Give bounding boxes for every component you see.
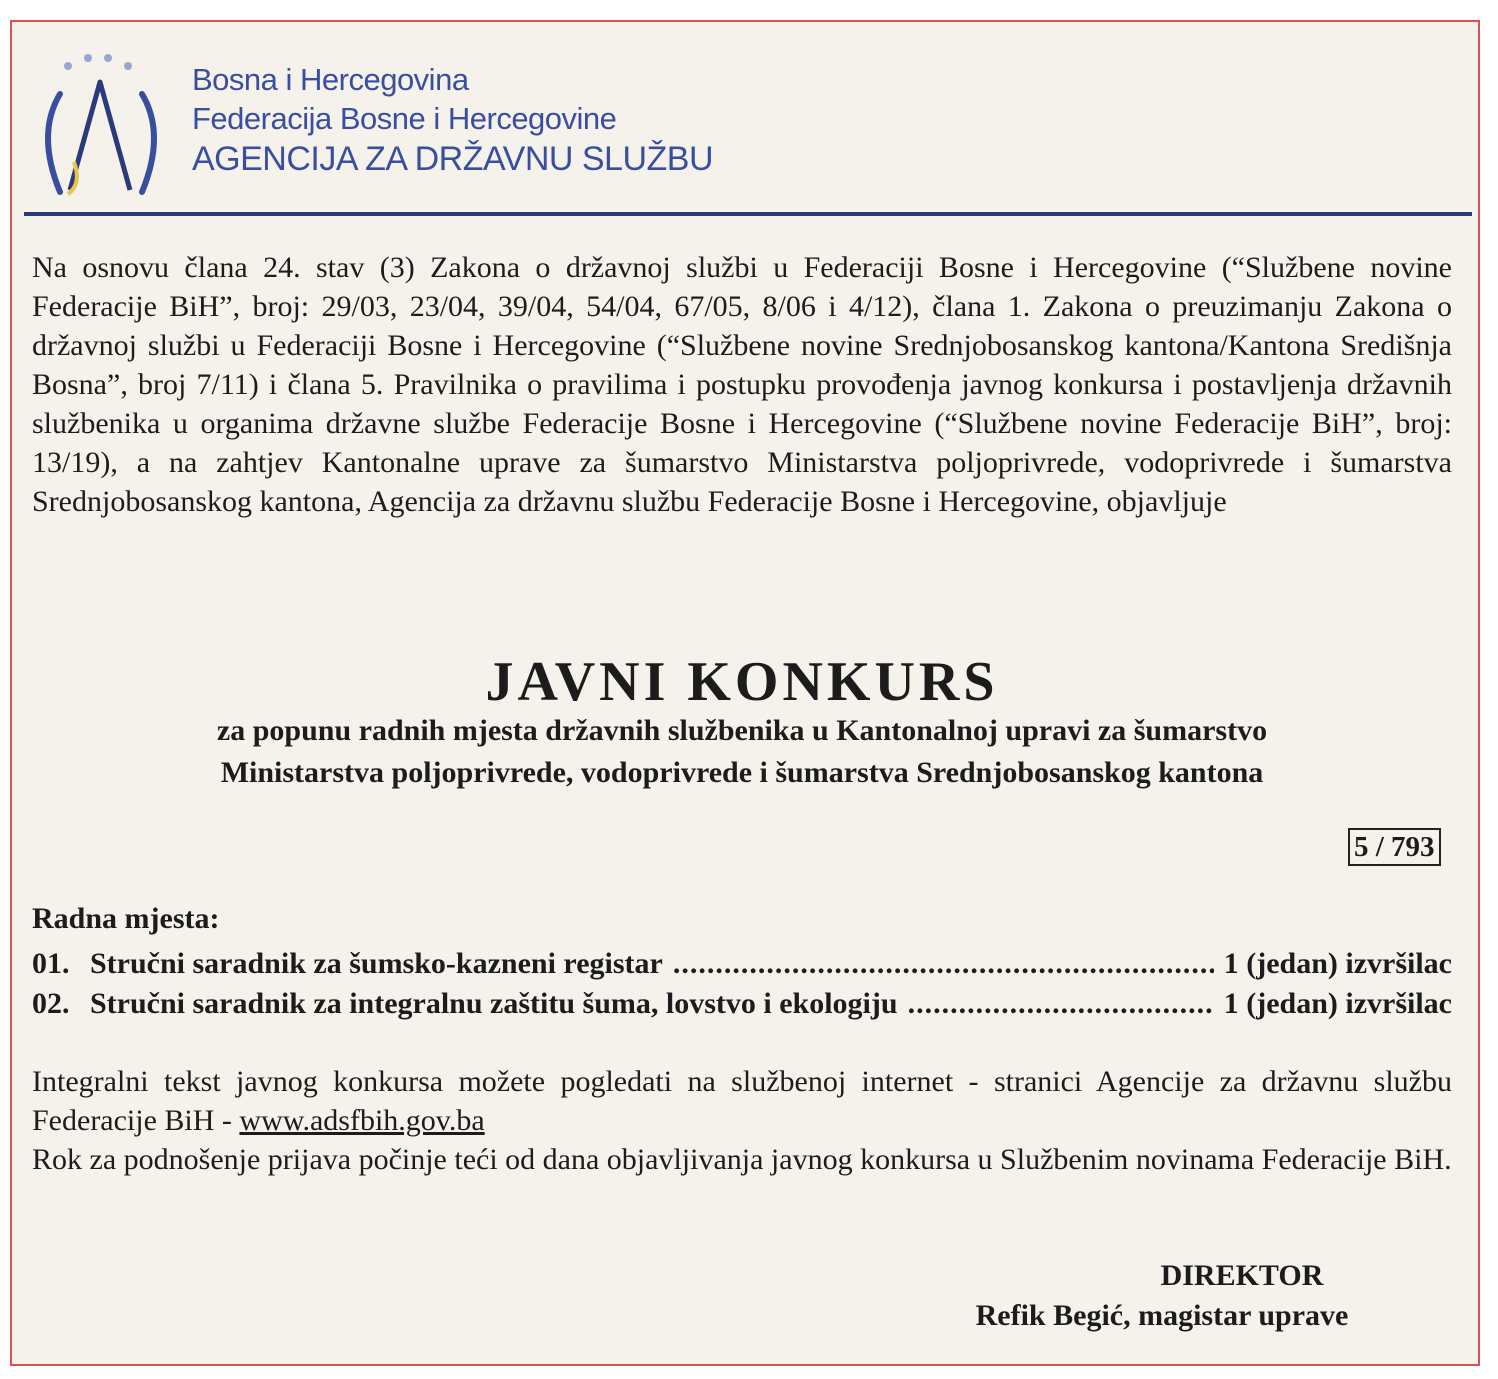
positions-heading: Radna mjesta:: [32, 902, 220, 935]
outro: [32, 1062, 1452, 1179]
org-agency: AGENCIJA ZA DRŽAVNU SLUŽBU: [192, 140, 714, 178]
list-item: [32, 984, 1452, 1024]
signatory-role: DIREKTOR: [1160, 1259, 1324, 1292]
position-count: 1 (jedan) izvršilac: [1223, 947, 1452, 980]
positions-list: [32, 944, 1452, 1024]
list-item: [32, 944, 1452, 984]
signatory-name: Refik Begić, magistar uprave: [975, 1299, 1349, 1332]
notice-subtitle: [12, 710, 1472, 794]
info-paragraph: [32, 1062, 1452, 1140]
reference-number: 5 / 793: [1348, 828, 1441, 866]
position-number: 01.: [32, 947, 70, 980]
info-text: Integralni tekst javnog konkursa možete pogledati na službenoj internet - stranici Agencije za državnu službu Federacije BiH -: [32, 1065, 1452, 1137]
agency-logo-icon: [30, 44, 180, 214]
subtitle-line: za popunu radnih mjesta državnih službenika u Kantonalnoj upravi za šumarstvo: [216, 714, 1268, 747]
position-name: Stručni saradnik za integralnu zaštitu šuma, lovstvo i ekologiju: [90, 987, 898, 1020]
dot-leader: [673, 944, 1214, 984]
dot-leader: [908, 984, 1214, 1024]
intro-paragraph: Na osnovu člana 24. stav (3) Zakona o državnoj službi u Federaciji Bosne i Hercegovine (“Službene novine Federacije BiH”, broj: 29/03, 23/04, 39/04, 54/04, 67/05, 8/06 i 4/12), člana 1. Zakona o preuzimanju Zakona o državnoj službi u Federaciji Bosne i Hercegovine (“Službene novine Srednjobosanskog kantona/Kantona Središnja Bosna”, broj 7/11) i člana 5. Pravilnika o pravilima i postupku provođenja javnog konkursa i postavljenja državnih službenika u organima državne službe Federacije Bosne i Hercegovine (“Službene novine Federacije BiH”, broj: 13/19), a na zahtjev Kantonalne uprave za šumarstvo Ministarstva poljoprivrede, vodoprivrede i šumarstva Srednjobosanskog kantona, Agencija za državnu službu Federacije Bosne i Hercegovine, objavljuje: [32, 251, 1452, 518]
header-divider: [24, 212, 1472, 216]
org-country: Bosna i Hercegovina: [192, 62, 469, 97]
website-link[interactable]: www.adsfbih.gov.ba: [239, 1104, 485, 1137]
subtitle-line: Ministarstva poljoprivrede, vodoprivrede i šumarstva Srednjobosanskog kantona: [220, 756, 1264, 789]
notice-title: JAVNI KONKURS: [485, 651, 999, 713]
position-name: Stručni saradnik za šumsko-kazneni registar: [90, 947, 663, 980]
notice-page: [10, 20, 1480, 1366]
org-federation: Federacija Bosne i Hercegovine: [192, 101, 617, 136]
signature-block: [942, 1256, 1382, 1336]
header: [12, 22, 1478, 222]
position-count: 1 (jedan) izvršilac: [1223, 987, 1452, 1020]
position-number: 02.: [32, 987, 70, 1020]
organization-name: [192, 64, 713, 184]
deadline-paragraph: Rok za podnošenje prijava počinje teći od dana objavljivanja javnog konkursa u Službenim novinama Federacije BiH.: [32, 1143, 1452, 1176]
